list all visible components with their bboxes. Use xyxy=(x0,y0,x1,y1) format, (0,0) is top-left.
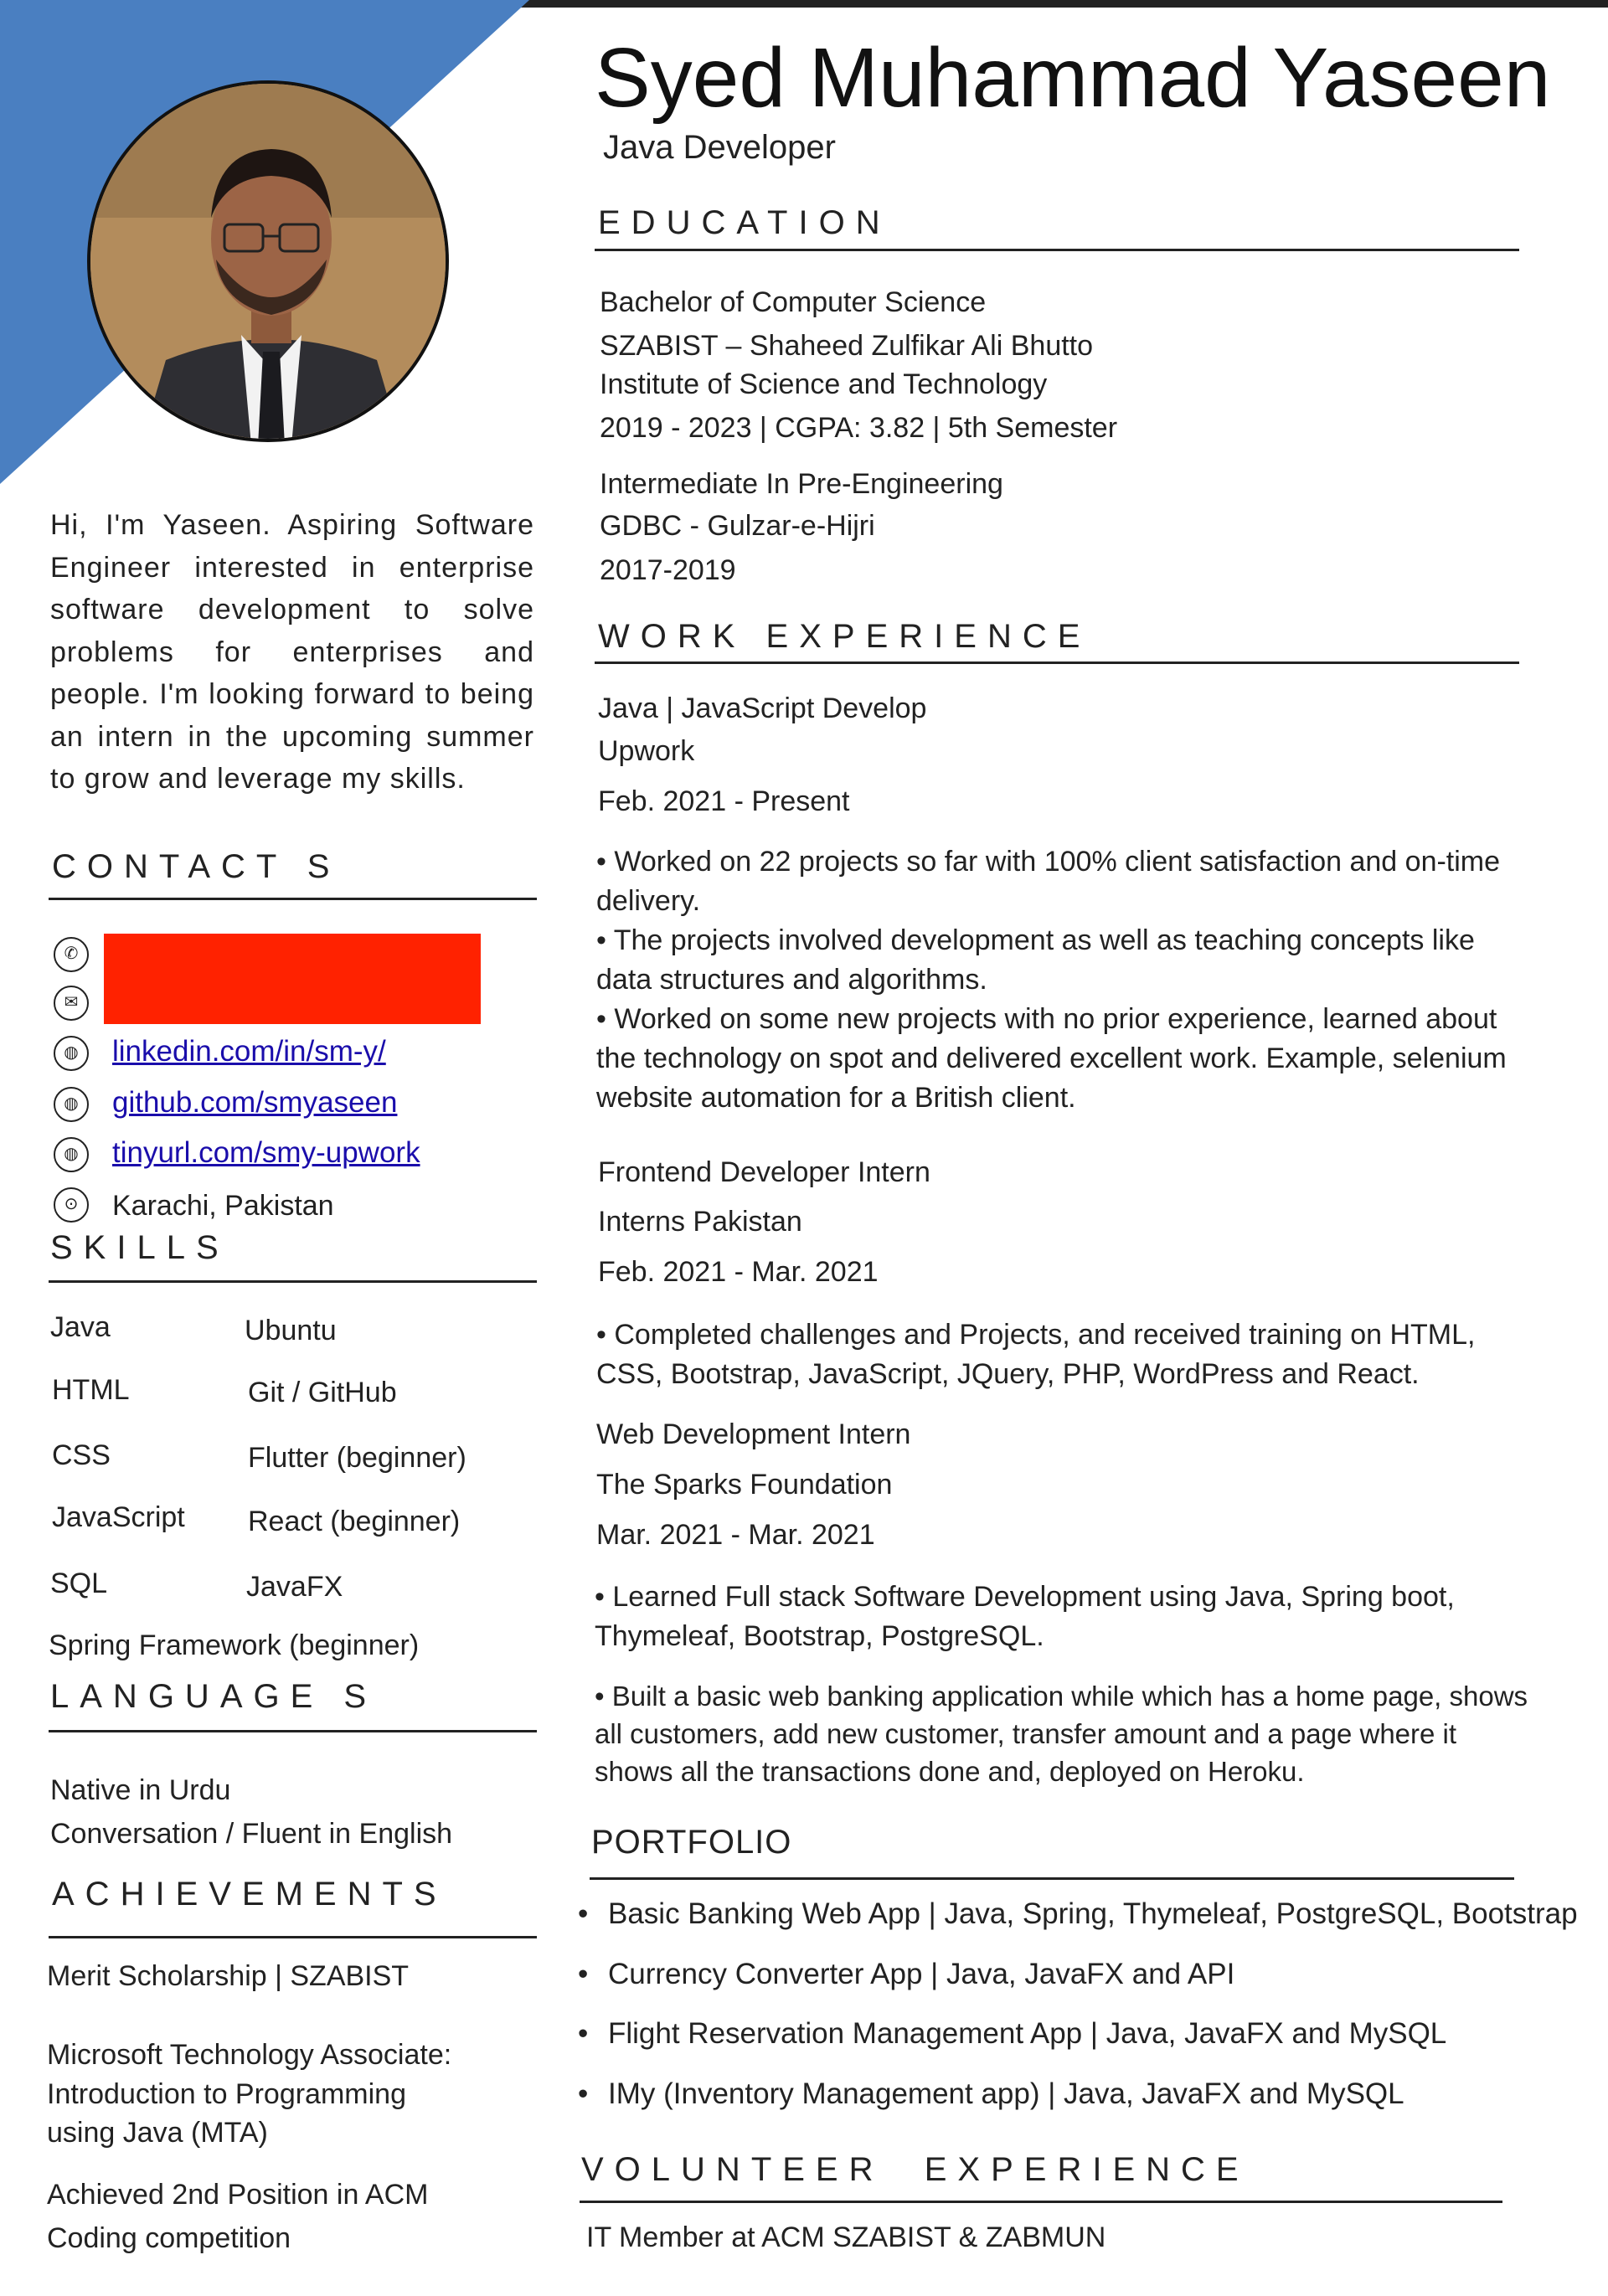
job-bullet: • Built a basic web banking application while which has a home page, shows all customers, add new customer, transfer amount and a page where it shows all the transactions done and, deployed on Heroku. xyxy=(595,1681,1528,1787)
achievements-rule xyxy=(49,1936,537,1938)
job-dates: Mar. 2021 - Mar. 2021 xyxy=(596,1519,875,1551)
job-bullet: • Completed challenges and Projects, and received training on HTML, CSS, Bootstrap, JavaScript, JQuery, PHP, WordPress and React. xyxy=(596,1319,1476,1390)
portfolio-item: • Flight Reservation Management App | Java, JavaFX and MySQL xyxy=(578,2017,1578,2077)
portfolio-item: • Basic Banking Web App | Java, Spring, Thymeleaf, PostgreSQL, Bootstrap xyxy=(578,1897,1578,1958)
portfolio-rule xyxy=(590,1877,1514,1880)
skill-item: Spring Framework (beginner) xyxy=(49,1629,420,1661)
globe-icon: ◍ xyxy=(54,1087,89,1122)
portfolio-heading: PORTFOLIO xyxy=(591,1824,792,1861)
github-link[interactable]: github.com/smyaseen xyxy=(112,1086,398,1119)
skill-item: HTML xyxy=(52,1374,130,1406)
language-item: Native in Urdu xyxy=(50,1774,231,1806)
skill-item: Java xyxy=(50,1311,111,1343)
location-pin-icon: ⊙ xyxy=(54,1187,89,1223)
achievement-line: Coding competition xyxy=(47,2222,291,2254)
job-bullet: • Learned Full stack Software Development using Java, Spring boot, Thymeleaf, Bootstrap, PostgreSQL. xyxy=(595,1581,1455,1652)
job-organization: Upwork xyxy=(598,735,695,767)
achievements-heading: ACHIEVEMENTS xyxy=(52,1876,447,1912)
skill-item: Git / GitHub xyxy=(248,1377,397,1408)
languages-rule xyxy=(49,1730,537,1732)
achievement-line: Achieved 2nd Position in ACM xyxy=(47,2179,429,2211)
email-icon: ✉ xyxy=(54,986,89,1021)
portfolio-list xyxy=(578,1897,1578,2137)
redacted-contact-block xyxy=(104,934,481,1024)
job-title: Java | JavaScript Develop xyxy=(598,692,927,724)
globe-icon: ◍ xyxy=(54,1137,89,1172)
portfolio-item: • IMy (Inventory Management app) | Java, JavaFX and MySQL xyxy=(578,2077,1578,2138)
job-bullet: • Worked on some new projects with no prior experience, learned about the technology on spot and delivered excellent work. Example, selenium website automation for a British client. xyxy=(596,1003,1507,1114)
achievement-line: Microsoft Technology Associate: xyxy=(47,2039,452,2071)
education-heading: EDUCATION xyxy=(598,204,891,241)
job-dates: Feb. 2021 - Present xyxy=(598,785,850,817)
job-organization: Interns Pakistan xyxy=(598,1206,802,1238)
education-rule xyxy=(595,249,1519,251)
skill-item: Ubuntu xyxy=(245,1315,337,1346)
job-bullet: • Worked on 22 projects so far with 100% client satisfaction and on-time delivery. xyxy=(596,846,1501,917)
skill-item: CSS xyxy=(52,1439,111,1471)
candidate-name: Syed Muhammad Yaseen xyxy=(595,31,1551,125)
education-line: GDBC - Gulzar-e-Hijri xyxy=(600,510,875,542)
job-title: Java Developer xyxy=(603,129,836,166)
skill-item: React (beginner) xyxy=(248,1506,461,1537)
skill-item: JavaScript xyxy=(52,1501,185,1533)
language-item: Conversation / Fluent in English xyxy=(50,1818,453,1850)
skills-heading: SKILLS xyxy=(50,1229,229,1266)
job-title: Frontend Developer Intern xyxy=(598,1156,930,1188)
achievement-line: using Java (MTA) xyxy=(47,2117,268,2149)
linkedin-link[interactable]: linkedin.com/in/sm-y/ xyxy=(112,1035,386,1068)
volunteer-rule xyxy=(580,2201,1502,2203)
profile-photo xyxy=(87,80,449,442)
location-text: Karachi, Pakistan xyxy=(112,1190,334,1222)
work-experience-heading: WORK EXPERIENCE xyxy=(598,618,1091,655)
contacts-heading: CONTACT S xyxy=(52,848,341,885)
achievement-line: Introduction to Programming xyxy=(47,2078,406,2110)
skill-item: JavaFX xyxy=(246,1571,343,1603)
skills-rule xyxy=(49,1280,537,1283)
portfolio-item: • Currency Converter App | Java, JavaFX and API xyxy=(578,1958,1578,2018)
volunteer-item: IT Member at ACM SZABIST & ZABMUN xyxy=(586,2221,1106,2253)
contacts-rule xyxy=(49,898,537,900)
upwork-link[interactable]: tinyurl.com/smy-upwork xyxy=(112,1136,420,1169)
education-line: 2017-2019 xyxy=(600,554,736,586)
job-bullet: • The projects involved development as well as teaching concepts like data structures and algorithms. xyxy=(596,924,1475,996)
education-line: SZABIST – Shaheed Zulfikar Ali Bhutto xyxy=(600,330,1094,362)
education-line: Bachelor of Computer Science xyxy=(600,286,987,318)
languages-heading: LANGUAGE S xyxy=(50,1678,378,1715)
globe-icon: ◍ xyxy=(54,1036,89,1071)
job-organization: The Sparks Foundation xyxy=(596,1469,893,1501)
phone-icon: ✆ xyxy=(54,937,89,972)
education-line: 2019 - 2023 | CGPA: 3.82 | 5th Semester xyxy=(600,412,1118,444)
skill-item: Flutter (beginner) xyxy=(248,1442,466,1474)
skill-item: SQL xyxy=(50,1568,108,1599)
education-line: Institute of Science and Technology xyxy=(600,368,1048,400)
education-line: Intermediate In Pre-Engineering xyxy=(600,468,1003,500)
profile-photo-illustration xyxy=(90,84,449,442)
volunteer-heading: VOLUNTEER EXPERIENCE xyxy=(581,2151,1250,2188)
work-experience-rule xyxy=(595,662,1519,664)
about-summary: Hi, I'm Yaseen. Aspiring Software Engineer interested in enterprise software development to solve problems for enterprises and people. I'm looking forward to being an intern in the upcoming summer to grow and leverage my skills. xyxy=(50,509,534,795)
job-title: Web Development Intern xyxy=(596,1418,911,1450)
achievement-item: Merit Scholarship | SZABIST xyxy=(47,1960,410,1992)
job-dates: Feb. 2021 - Mar. 2021 xyxy=(598,1256,879,1288)
